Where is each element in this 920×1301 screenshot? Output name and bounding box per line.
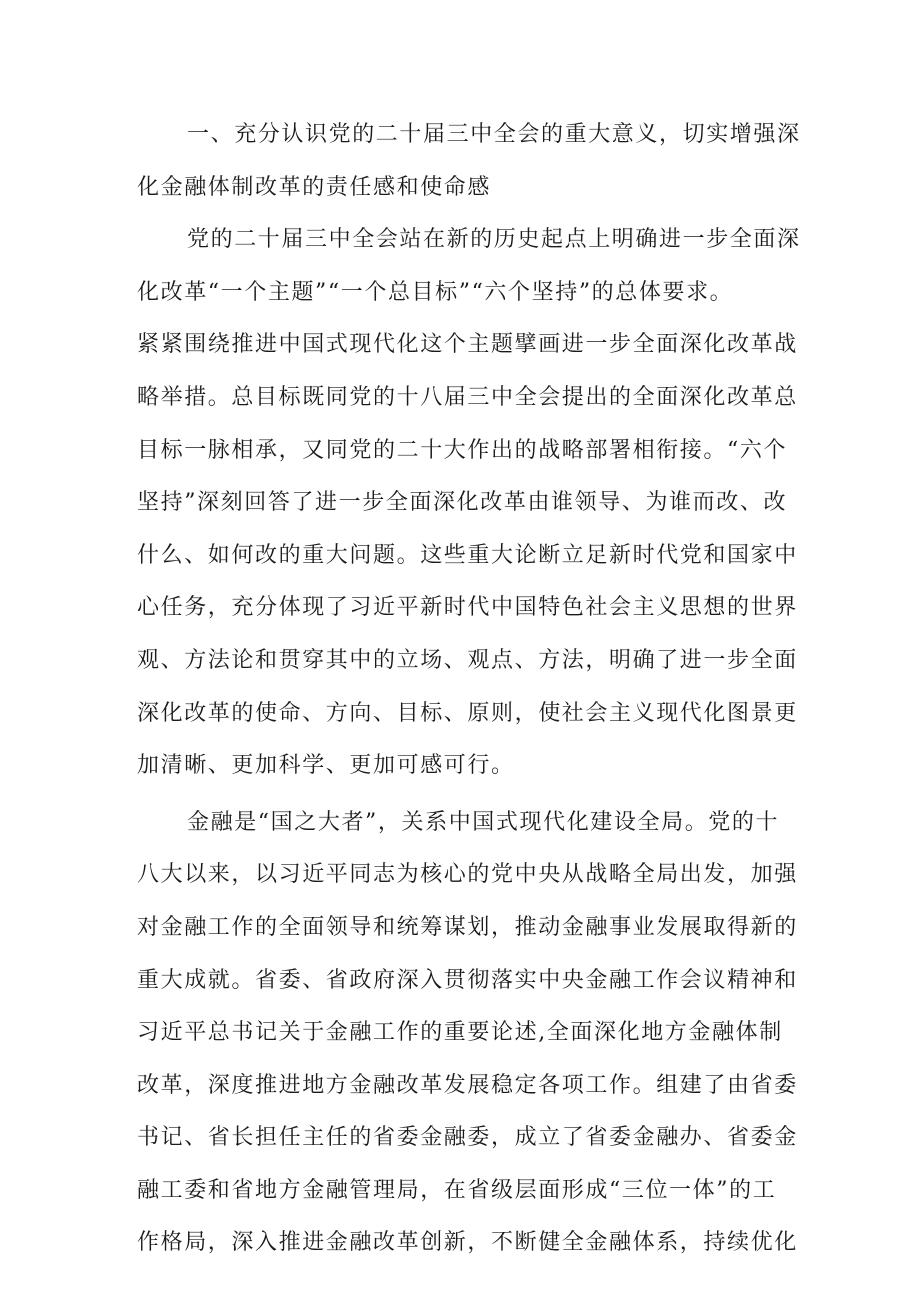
paragraph-line: 重大成就。省委、省政府深入贯彻落实中央金融工作会议精神和 (137, 967, 798, 993)
paragraph-line: 略举措。总目标既同党的十八届三中全会提出的全面深化改革总 (137, 384, 798, 410)
paragraph-line: 坚持”深刻回答了进一步全面深化改革由谁领导、为谁而改、改 (137, 490, 788, 516)
document-body (137, 109, 801, 1270)
paragraph-line: 书记、省长担任主任的省委金融委，成立了省委金融办、省委金 (137, 1125, 798, 1151)
paragraph-line: 融工委和省地方金融管理局，在省级层面形成“三位一体”的工 (137, 1177, 777, 1203)
paragraph-line: 心任务，充分体现了习近平新时代中国特色社会主义思想的世界 (137, 595, 798, 621)
heading-line: 一、充分认识党的二十届三中全会的重大意义，切实增强深 (187, 122, 801, 147)
paragraph-line: 作格局，深入推进金融改革创新，不断健全金融体系，持续优化 (137, 1230, 798, 1256)
paragraph-line: 加清晰、更加科学、更加可感可行。 (137, 753, 515, 779)
paragraph-line: 深化改革的使命、方向、目标、原则，使社会主义现代化图景更 (137, 700, 798, 726)
paragraph-line: 党的二十届三中全会站在新的历史起点上明确进一步全面深 (187, 227, 801, 253)
paragraph (137, 797, 798, 1270)
paragraph-line: 改革，深度推进地方金融改革发展稳定各项工作。组建了由省委 (137, 1072, 798, 1098)
paragraph-line: 化改革“一个主题”“一个总目标”“六个坚持”的总体要求。 (137, 279, 734, 305)
heading-line: 化金融体制改革的责任感和使命感 (137, 174, 492, 200)
paragraph-line: 目标一脉相承，又同党的二十大作出的战略部署相衔接。“六个 (137, 437, 788, 463)
paragraph-line: 观、方法论和贯穿其中的立场、观点、方法，明确了进一步全面 (137, 647, 798, 673)
paragraph-line: 什么、如何改的重大问题。这些重大论断立足新时代党和国家中 (137, 542, 798, 568)
paragraph-line: 对金融工作的全面领导和统筹谋划，推动金融事业发展取得新的 (137, 914, 798, 940)
section-heading (137, 109, 801, 214)
paragraph-line: 金融是“国之大者”，关系中国式现代化建设全局。党的十 (187, 809, 780, 835)
paragraph (137, 214, 801, 793)
paragraph-line: 紧紧围绕推进中国式现代化这个主题擘画进一步全面深化改革战 (137, 332, 798, 358)
paragraph-line: 八大以来，以习近平同志为核心的党中央从战略全局出发，加强 (137, 862, 798, 888)
paragraph-line: 习近平总书记关于金融工作的重要论述,全面深化地方金融体制 (137, 1020, 783, 1046)
